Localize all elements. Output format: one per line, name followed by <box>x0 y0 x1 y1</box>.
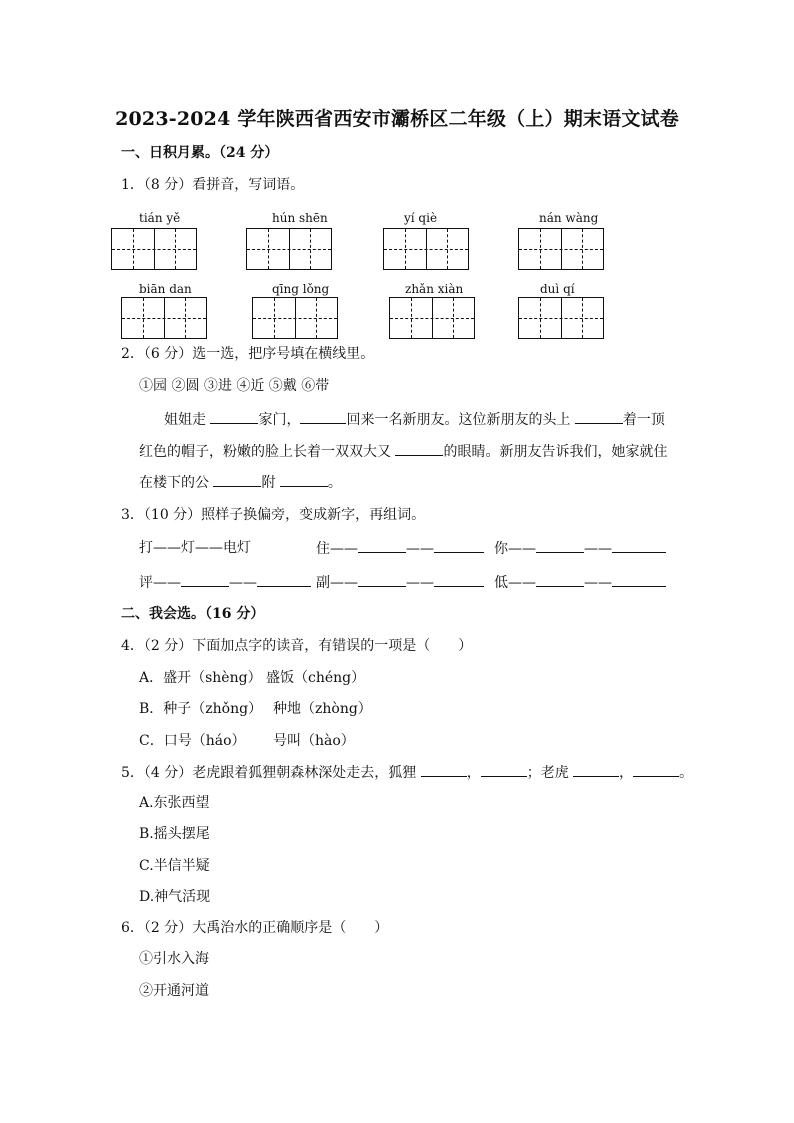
q5-option[interactable]: B.摇头摆尾 <box>139 826 210 842</box>
answer-blank[interactable] <box>434 572 484 587</box>
passage-text: 的眼睛。新朋友告诉我们，她家就住 <box>443 444 668 460</box>
passage-text: 红色的帽子，粉嫩的脸上长着一双双大又 <box>139 444 396 460</box>
answer-blank[interactable] <box>280 472 328 487</box>
dash: —— <box>584 575 612 591</box>
answer-blank[interactable] <box>210 409 258 424</box>
q6-option[interactable]: ①引水入海 <box>139 951 209 967</box>
tian-grid-box[interactable] <box>111 228 197 270</box>
pinyin-label: zhǎn xiàn <box>405 282 464 296</box>
passage-text: 家门， <box>258 412 301 428</box>
answer-blank[interactable] <box>181 572 229 587</box>
q2-passage-line-2 <box>139 441 667 462</box>
passage-text: 。 <box>327 475 342 491</box>
answer-blank[interactable] <box>481 762 527 777</box>
pinyin-label: nán wàng <box>539 211 599 225</box>
q1-stem: 1．（8 分）看拼音，写词语。 <box>121 177 305 193</box>
q2-stem: 2．（6 分）选一选，把序号填在横线里。 <box>121 346 375 362</box>
tian-grid-box[interactable] <box>246 228 332 270</box>
tian-grid-box[interactable] <box>383 228 469 270</box>
q5-text: 5．（4 分）老虎跟着狐狸朝森林深处走去，狐狸 <box>121 765 421 781</box>
q5-option[interactable]: D.神气活现 <box>139 889 211 905</box>
item-char: 评—— <box>139 575 181 591</box>
q5-option[interactable]: C.半信半疑 <box>139 858 210 874</box>
answer-blank[interactable] <box>421 762 467 777</box>
answer-blank[interactable] <box>395 441 443 456</box>
pinyin-label: hún shēn <box>272 211 328 225</box>
pinyin-label: biān dan <box>139 282 192 296</box>
dash: —— <box>406 575 434 591</box>
pinyin-label: qīng lǒng <box>272 282 330 296</box>
q3-example: 打——灯——电灯 <box>139 540 251 556</box>
pinyin-label: tián yě <box>139 211 181 225</box>
passage-text: 附 <box>261 475 280 491</box>
pinyin-label: yí qiè <box>404 211 438 225</box>
answer-blank[interactable] <box>633 762 679 777</box>
q4-option-c[interactable]: C．口号（háo） <box>139 733 246 749</box>
tian-grid-box[interactable] <box>518 297 604 339</box>
q6-option[interactable]: ②开通河道 <box>139 983 209 999</box>
q4-option-b[interactable]: B．种子（zhǒng） <box>139 701 263 717</box>
passage-text: 姐姐走 <box>164 412 211 428</box>
answer-blank[interactable] <box>358 572 406 587</box>
answer-blank[interactable] <box>536 572 584 587</box>
item-char: 副—— <box>316 575 358 591</box>
answer-blank[interactable] <box>358 538 406 553</box>
q5-text: 。 <box>679 765 694 781</box>
q3-item-di <box>494 572 666 593</box>
q4-stem: 4．（2 分）下面加点字的读音，有错误的一项是（ ） <box>121 638 473 654</box>
q2-options: ①园 ②圆 ③进 ④近 ⑤戴 ⑥带 <box>139 378 330 394</box>
page-title: 2023-2024 学年陕西省西安市灞桥区二年级（上）期末语文试卷 <box>115 108 679 130</box>
dash: —— <box>229 575 257 591</box>
passage-text: 回来一名新朋友。这位新朋友的头上 <box>346 412 575 428</box>
dash: —— <box>406 541 434 557</box>
q6-stem: 6．（2 分）大禹治水的正确顺序是（ ） <box>121 920 389 936</box>
answer-blank[interactable] <box>213 472 261 487</box>
q3-stem: 3．（10 分）照样子换偏旁，变成新字，再组词。 <box>121 507 426 523</box>
item-char: 低—— <box>494 575 536 591</box>
q2-passage-line-1 <box>164 409 665 430</box>
answer-blank[interactable] <box>573 762 619 777</box>
pinyin-label: duì qí <box>540 282 575 296</box>
q5-option[interactable]: A.东张西望 <box>139 795 210 811</box>
q3-item-ni <box>494 538 666 559</box>
q5-text: ， <box>466 765 481 781</box>
q3-item-fu <box>316 572 484 593</box>
answer-blank[interactable] <box>575 409 623 424</box>
q3-item-zhu <box>316 538 484 559</box>
q4-option-a-2: 盛饭（chéng） <box>266 670 366 686</box>
q4-option-a[interactable]: A．盛开（shèng） <box>139 670 262 686</box>
tian-grid-box[interactable] <box>252 297 338 339</box>
tian-grid-box[interactable] <box>389 297 475 339</box>
tian-grid-box[interactable] <box>518 228 604 270</box>
section-1-heading: 一、日积月累。（24 分） <box>121 145 279 161</box>
answer-blank[interactable] <box>536 538 584 553</box>
tian-grid-box[interactable] <box>121 297 207 339</box>
passage-text: 在楼下的公 <box>139 475 214 491</box>
item-char: 住—— <box>316 541 358 557</box>
section-2-heading: 二、我会选。（16 分） <box>121 606 265 622</box>
answer-blank[interactable] <box>612 572 666 587</box>
q2-passage-line-3 <box>139 472 342 493</box>
answer-blank[interactable] <box>257 572 311 587</box>
passage-text: 着一顶 <box>622 412 665 428</box>
answer-blank[interactable] <box>300 409 346 424</box>
q5-text: ， <box>619 765 634 781</box>
dash: —— <box>584 541 612 557</box>
q5-stem <box>121 762 693 783</box>
answer-blank[interactable] <box>612 538 666 553</box>
item-char: 你—— <box>494 541 536 557</box>
answer-blank[interactable] <box>434 538 484 553</box>
q4-option-b-2: 种地（zhòng） <box>273 701 372 717</box>
q4-option-c-2: 号叫（hào） <box>273 733 355 749</box>
q5-text: ；老虎 <box>526 765 574 781</box>
q3-item-ping <box>139 572 311 593</box>
